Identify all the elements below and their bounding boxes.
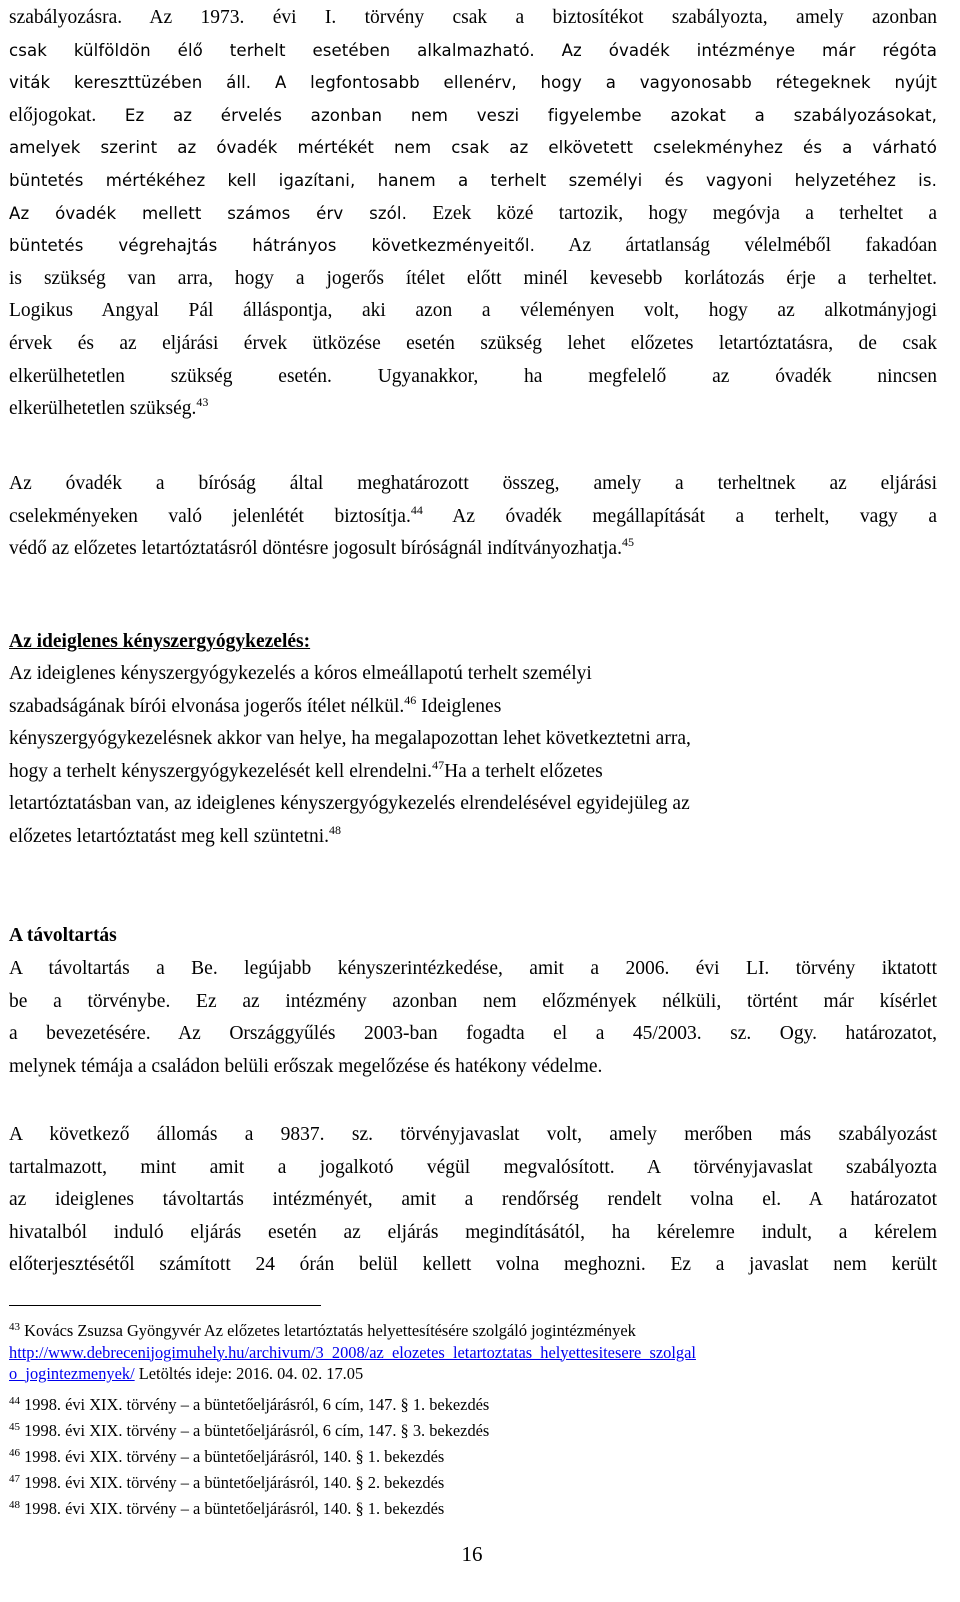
text-span: Ezek közé tartozik, hogy megóvja a terheltet a	[407, 202, 937, 224]
footnote-number: 47	[9, 1473, 20, 1485]
text-line: az ideiglenes távoltartás intézményét, amit a rendőrség rendelt volna el. A határozatot	[9, 1189, 937, 1211]
text-span: hogy a terhelt kényszergyógykezelését kell elrendelni.	[9, 760, 433, 782]
footnote-48	[9, 1498, 937, 1520]
text-span: Az óvadék megállapítását a terhelt, vagy a	[422, 505, 937, 527]
text-span: Ha a terhelt előzetes	[444, 760, 603, 782]
text-line: A távoltartás a Be. legújabb kényszerintézkedése, amit a 2006. évi LI. törvény iktatott	[9, 958, 937, 979]
text-line: elkerülhetetlen szükség esetén. Ugyanakkor, ha megfelelő az óvadék nincsen	[9, 365, 937, 387]
text-span: büntetés végrehajtás hátrányos következményeitől.	[9, 236, 535, 256]
text-line	[9, 198, 937, 231]
text-line: amelyek szerint az óvadék mértékét nem csak az elkövetett cselekményhez és a várható	[9, 138, 937, 158]
text-span: Az ártatlanság vélelméből fakadóan	[534, 235, 937, 257]
text-line: a bevezetésére. Az Országgyűlés 2003-ban fogadta el a 45/2003. sz. Ogy. határozatot,	[9, 1023, 937, 1045]
text-line: csak külföldön élő terhelt esetében alkalmazható. Az óvadék intézménye már régóta	[9, 40, 937, 60]
text-line: Logikus Angyal Pál álláspontja, aki azon a véleményen volt, hogy az alkotmányjogi	[9, 300, 937, 322]
text-line: szabályozásra. Az 1973. évi I. törvény csak a biztosítékot szabályozta, amely azonban	[9, 7, 937, 28]
page-number: 16	[461, 1542, 483, 1566]
footnote-line	[9, 1342, 937, 1364]
section-heading: Az ideiglenes kényszergyógykezelés:	[9, 631, 311, 652]
text-line	[9, 533, 937, 566]
paragraph-kenyszergyogykezeles	[9, 658, 937, 854]
text-line: hivatalból induló eljárás esetén az eljárás megindításától, ha kérelemre indult, a kérelem	[9, 1221, 937, 1243]
footnote-separator	[9, 1305, 321, 1306]
paragraph-tavoltartas-1	[9, 953, 937, 1083]
footnote-text: 1998. évi XIX. törvény – a büntetőeljárásról, 140. § 2. bekezdés	[24, 1473, 445, 1492]
footnote-ref[interactable]: 45	[621, 535, 634, 550]
footnote-number: 44	[9, 1395, 20, 1407]
text-line	[9, 100, 937, 133]
text-line: melynek témája a családon belüli erőszak megelőzése és hatékony védelme.	[9, 1055, 603, 1077]
footnote-46	[9, 1446, 937, 1468]
footnote-ref[interactable]: 47	[432, 757, 445, 772]
paragraph-ovadek-definition	[9, 468, 937, 566]
footnote-line	[9, 1320, 937, 1342]
text-span: Az óvadék mellett számos érv szól.	[9, 203, 408, 223]
footnote-number: 43	[9, 1321, 20, 1333]
text-line: kényszergyógykezelésnek akkor van helye, ha megalapozottan lehet következtetni arra,	[9, 728, 691, 750]
footnote-ref[interactable]: 46	[404, 692, 417, 707]
text-span: előjogokat.	[9, 104, 97, 126]
text-span: Ez az érvelés azonban nem veszi figyelembe azokat a szabályozásokat,	[96, 105, 937, 125]
footnote-number: 48	[9, 1499, 20, 1511]
footnote-link[interactable]: o_jogintezmenyek/	[9, 1364, 135, 1383]
text-span: viták kereszttüzében áll. A legfontosabb ellenérv, hogy a vagyonosabb rétegeknek nyújt	[9, 73, 937, 93]
text-span: szabadságának bírói elvonása jogerős ítélet nélkül.	[9, 695, 405, 717]
text-line: be a törvénybe. Ez az intézmény azonban nem előzmények nélküli, történt már kísérlet	[9, 990, 937, 1012]
footnote-43	[9, 1320, 937, 1385]
footnote-text: Letöltés ideje: 2016. 04. 02. 17.05	[134, 1364, 364, 1383]
footnote-ref[interactable]: 44	[410, 502, 423, 517]
footnote-text: 1998. évi XIX. törvény – a büntetőeljárásról, 6 cím, 147. § 3. bekezdés	[24, 1421, 490, 1440]
text-line: előterjesztésétől számított 24 órán belül kellett volna meghozni. Ez a javaslat nem került	[9, 1254, 937, 1276]
text-line	[9, 756, 937, 789]
text-line: is szükség van arra, hogy a jogerős ítélet előtt minél kevesebb korlátozás érje a terheltet.	[9, 267, 937, 289]
footnote-line	[9, 1363, 937, 1385]
text-line	[9, 230, 937, 263]
text-span: cselekményeken való jelenlétét biztosítja.	[9, 505, 411, 527]
footnote-ref[interactable]: 48	[329, 822, 341, 837]
text-line	[9, 821, 937, 854]
paragraph-tavoltartas-2	[9, 1119, 937, 1282]
text-line	[9, 393, 937, 426]
text-line	[9, 501, 937, 534]
text-span: Ideiglenes	[416, 695, 502, 717]
text-span: védő az előzetes letartóztatásról döntésre jogosult bíróságnál indítványozhatja.	[9, 538, 622, 560]
text-line: büntetés mértékéhez kell igazítani, hanem a terhelt személyi és vagyoni helyzetéhez is.	[9, 170, 937, 190]
footnote-44	[9, 1394, 937, 1416]
footnote-text: 1998. évi XIX. törvény – a büntetőeljárásról, 6 cím, 147. § 1. bekezdés	[24, 1395, 490, 1414]
footnote-text: 1998. évi XIX. törvény – a büntetőeljárásról, 140. § 1. bekezdés	[24, 1447, 445, 1466]
footnote-47	[9, 1472, 937, 1494]
text-line: tartalmazott, mint amit a jogalkotó végül megvalósított. A törvényjavaslat szabályozta	[9, 1156, 937, 1178]
text-line: érvek és az eljárási érvek ütközése esetén szükség lehet előzetes letartóztatásra, de csak	[9, 332, 937, 354]
text-line: letartóztatásban van, az ideiglenes kényszergyógykezelés elrendelésével egyidejüleg az	[9, 793, 690, 815]
text-span: előzetes letartóztatást meg kell szüntetni.	[9, 825, 329, 847]
text-line: Az ideiglenes kényszergyógykezelés a kóros elmeállapotú terhelt személyi	[9, 663, 592, 684]
text-line: A következő állomás a 9837. sz. törvényjavaslat volt, amely merőben más szabályozást	[9, 1124, 937, 1145]
text-line: Az óvadék a bíróság által meghatározott összeg, amely a terheltnek az eljárási	[9, 473, 937, 494]
section-heading: A távoltartás	[9, 925, 117, 946]
text-span: elkerülhetetlen szükség.	[9, 398, 197, 420]
footnote-ref[interactable]: 43	[196, 395, 209, 410]
footnote-45	[9, 1420, 937, 1442]
text-line	[9, 67, 937, 100]
footnote-text: 1998. évi XIX. törvény – a büntetőeljárásról, 140. § 1. bekezdés	[24, 1499, 445, 1518]
paragraph-ovadek-intro	[9, 2, 937, 426]
footnote-number: 45	[9, 1421, 20, 1433]
footnote-number: 46	[9, 1447, 20, 1459]
text-line	[9, 691, 937, 724]
footnote-text: Kovács Zsuzsa Gyöngyvér Az előzetes letartóztatás helyettesítésére szolgáló jogintézmények	[24, 1321, 636, 1340]
footnote-link[interactable]: http://www.debrecenijogimuhely.hu/archivum/3_2008/az_elozetes_letartoztatas_helyettesitesere_szolgal	[9, 1342, 696, 1362]
